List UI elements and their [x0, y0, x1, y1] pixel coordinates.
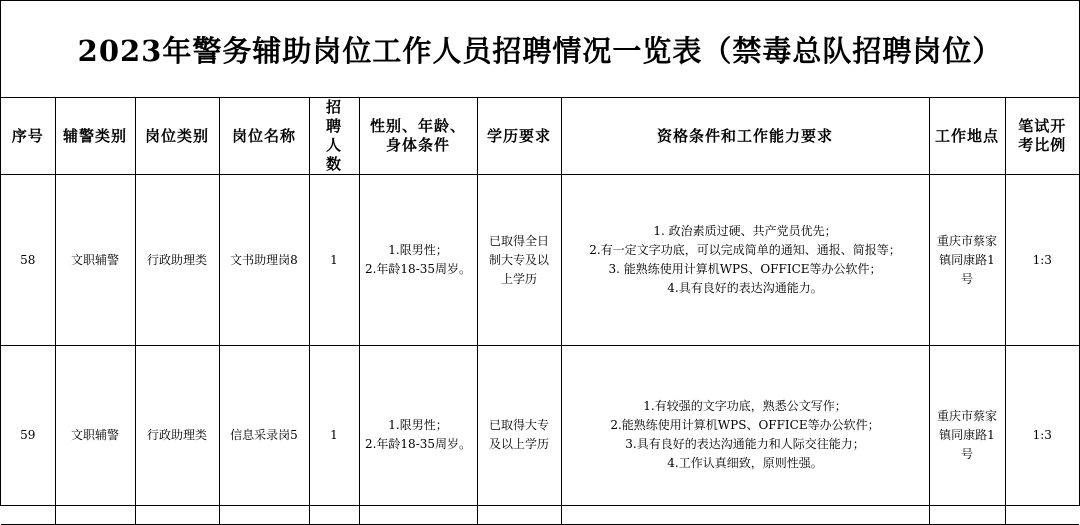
qualification-line: 3. 能熟练使用计算机WPS、OFFICE等办公软件； — [608, 262, 882, 276]
cell-education: 已取得全日制大专及以上学历 — [477, 175, 561, 346]
condition-line: 1.限男性； — [388, 418, 448, 432]
qualification-line: 1.有较强的文字功底，熟悉公文写作； — [643, 399, 847, 413]
header-conditions: 性别、年龄、身体条件 — [359, 98, 477, 175]
cell-post-type: 行政助理类 — [135, 346, 219, 525]
cell-post-name: 文书助理岗8 — [219, 175, 309, 346]
cell-ratio: 1:3 — [1005, 346, 1079, 525]
cell-post-name: 信息采录岗5 — [219, 346, 309, 525]
header-post-type: 岗位类别 — [135, 98, 219, 175]
cell-location: 重庆市蔡家镇同康路1号 — [929, 175, 1005, 346]
header-education: 学历要求 — [477, 98, 561, 175]
header-count: 招聘人数 — [309, 98, 359, 175]
cell-qualifications — [561, 175, 929, 346]
condition-line: 1.限男性； — [388, 243, 448, 257]
condition-line: 2.年龄18-35周岁。 — [364, 262, 472, 276]
table-row — [1, 346, 1079, 525]
cell-seq: 58 — [1, 175, 55, 346]
qualification-line: 2.能熟练使用计算机WPS、OFFICE等办公软件； — [610, 418, 880, 432]
recruitment-table — [1, 98, 1079, 525]
cell-qualifications — [561, 346, 929, 525]
table-row — [1, 175, 1079, 346]
header-location: 工作地点 — [929, 98, 1005, 175]
qualification-line: 4.具有良好的表达沟通能力。 — [667, 281, 823, 295]
cell-ratio: 1:3 — [1005, 175, 1079, 346]
cell-conditions — [359, 346, 477, 525]
header-seq: 序号 — [1, 98, 55, 175]
qualification-line: 1. 政治素质过硬、共产党员优先； — [653, 224, 837, 238]
header-aux-type: 辅警类别 — [55, 98, 135, 175]
cell-education: 已取得大专及以上学历 — [477, 346, 561, 525]
cell-conditions — [359, 175, 477, 346]
page-title: 2023年警务辅助岗位工作人员招聘情况一览表（禁毒总队招聘岗位） — [1, 1, 1079, 98]
header-post-name: 岗位名称 — [219, 98, 309, 175]
cell-post-type: 行政助理类 — [135, 175, 219, 346]
qualification-line: 4.工作认真细致，原则性强。 — [667, 456, 823, 470]
header-row — [1, 98, 1079, 175]
cell-seq: 59 — [1, 346, 55, 525]
cell-location: 重庆市蔡家镇同康路1号 — [929, 346, 1005, 525]
qualification-line: 3.具有良好的表达沟通能力和人际交往能力； — [625, 437, 865, 451]
cell-aux-type: 文职辅警 — [55, 346, 135, 525]
qualification-line: 2.有一定文字功底，可以完成简单的通知、通报、简报等； — [589, 243, 901, 257]
cell-aux-type: 文职辅警 — [55, 175, 135, 346]
header-ratio: 笔试开考比例 — [1005, 98, 1079, 175]
condition-line: 2.年龄18-35周岁。 — [364, 437, 472, 451]
header-qualifications: 资格条件和工作能力要求 — [561, 98, 929, 175]
cell-count: 1 — [309, 346, 359, 525]
cell-count: 1 — [309, 175, 359, 346]
